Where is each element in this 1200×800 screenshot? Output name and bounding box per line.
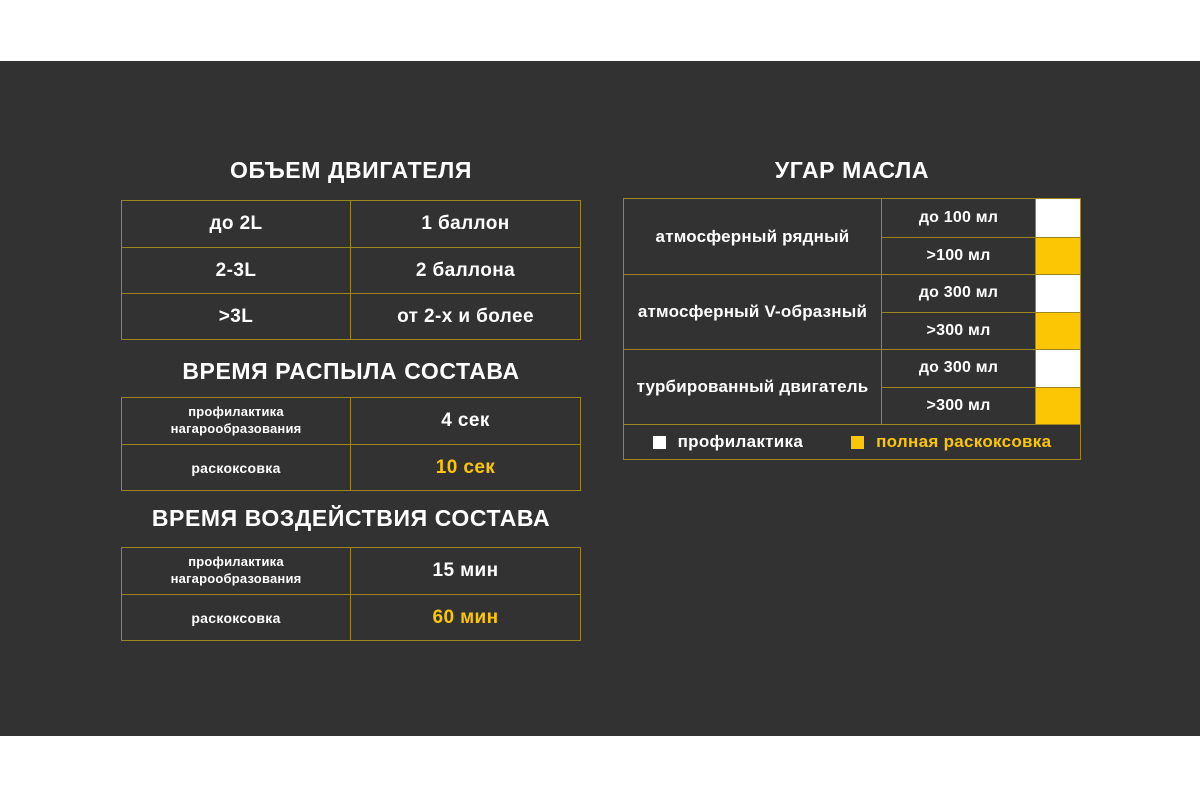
spray-time-title: ВРЕМЯ РАСПЫЛА СОСТАВА xyxy=(182,358,520,384)
exposure-time-title: ВРЕМЯ ВОЗДЕЙСТВИЯ СОСТАВА xyxy=(151,505,551,531)
exposure-time-table xyxy=(121,547,581,641)
engine-volume-label: до 2L xyxy=(122,201,351,247)
oil-volume-cell: >300 мл xyxy=(881,312,1035,350)
oil-volume-cell: до 300 мл xyxy=(881,349,1035,387)
engine-volume-label: 2-3L xyxy=(122,248,351,293)
engine-volume-value: 2 баллона xyxy=(415,259,516,281)
spray-time-value-highlighted: 10 сек xyxy=(435,456,496,478)
engine-volume-value: от 2-х и более xyxy=(397,305,534,327)
legend-item-full-decarbonization xyxy=(851,432,1051,452)
engine-volume-label: >3L xyxy=(122,294,351,339)
spray-time-value: 4 сек xyxy=(441,410,490,431)
engine-type-cell: атмосферный V-образный xyxy=(624,274,881,349)
engine-volume-table xyxy=(121,200,581,340)
table-row xyxy=(122,201,580,247)
exposure-time-value-highlighted: 60 мин xyxy=(432,606,499,628)
table-row xyxy=(122,594,580,640)
legend-label: полная раскоксовка xyxy=(876,432,1052,451)
oil-volume-cell: до 300 мл xyxy=(881,274,1035,312)
oil-volume-cell: >300 мл xyxy=(881,387,1035,425)
table-row xyxy=(122,444,580,490)
swatch-white xyxy=(1035,199,1080,237)
table-row xyxy=(122,293,580,339)
engine-type-cell: атмосферный рядный xyxy=(655,226,850,246)
exposure-time-label: раскоксовка xyxy=(122,595,351,640)
swatch-yellow xyxy=(1035,387,1080,425)
legend-item-prevention xyxy=(653,432,803,452)
oil-volume-cell: до 100 мл xyxy=(881,199,1035,237)
table-row xyxy=(122,548,580,594)
oil-burn-title: УГАР МАСЛА xyxy=(774,157,930,183)
swatch-white xyxy=(1035,349,1080,387)
swatch-yellow xyxy=(1035,237,1080,275)
legend-label: профилактика xyxy=(677,432,804,451)
spray-time-label xyxy=(122,398,351,444)
legend-square-yellow-icon xyxy=(851,436,864,449)
oil-burn-table xyxy=(623,198,1081,460)
exposure-time-value: 15 мин xyxy=(432,560,499,581)
swatch-yellow xyxy=(1035,312,1080,350)
exposure-time-label xyxy=(122,548,351,594)
legend-row xyxy=(624,424,1080,459)
engine-type-cell: турбированный двигатель xyxy=(624,349,881,424)
spray-time-label-text: профилактика нагарообразования xyxy=(170,404,302,436)
engine-volume-title: ОБЪЕМ ДВИГАТЕЛЯ xyxy=(229,157,473,183)
swatch-white xyxy=(1035,274,1080,312)
spray-time-table xyxy=(121,397,581,491)
legend-square-white-icon xyxy=(653,436,666,449)
oil-volume-cell: >100 мл xyxy=(881,237,1035,275)
engine-volume-value: 1 баллон xyxy=(421,213,510,234)
table-row xyxy=(122,398,580,444)
spray-time-label: раскоксовка xyxy=(122,445,351,490)
exposure-time-label-text: профилактика нагарообразования xyxy=(170,554,302,586)
table-row xyxy=(122,247,580,293)
